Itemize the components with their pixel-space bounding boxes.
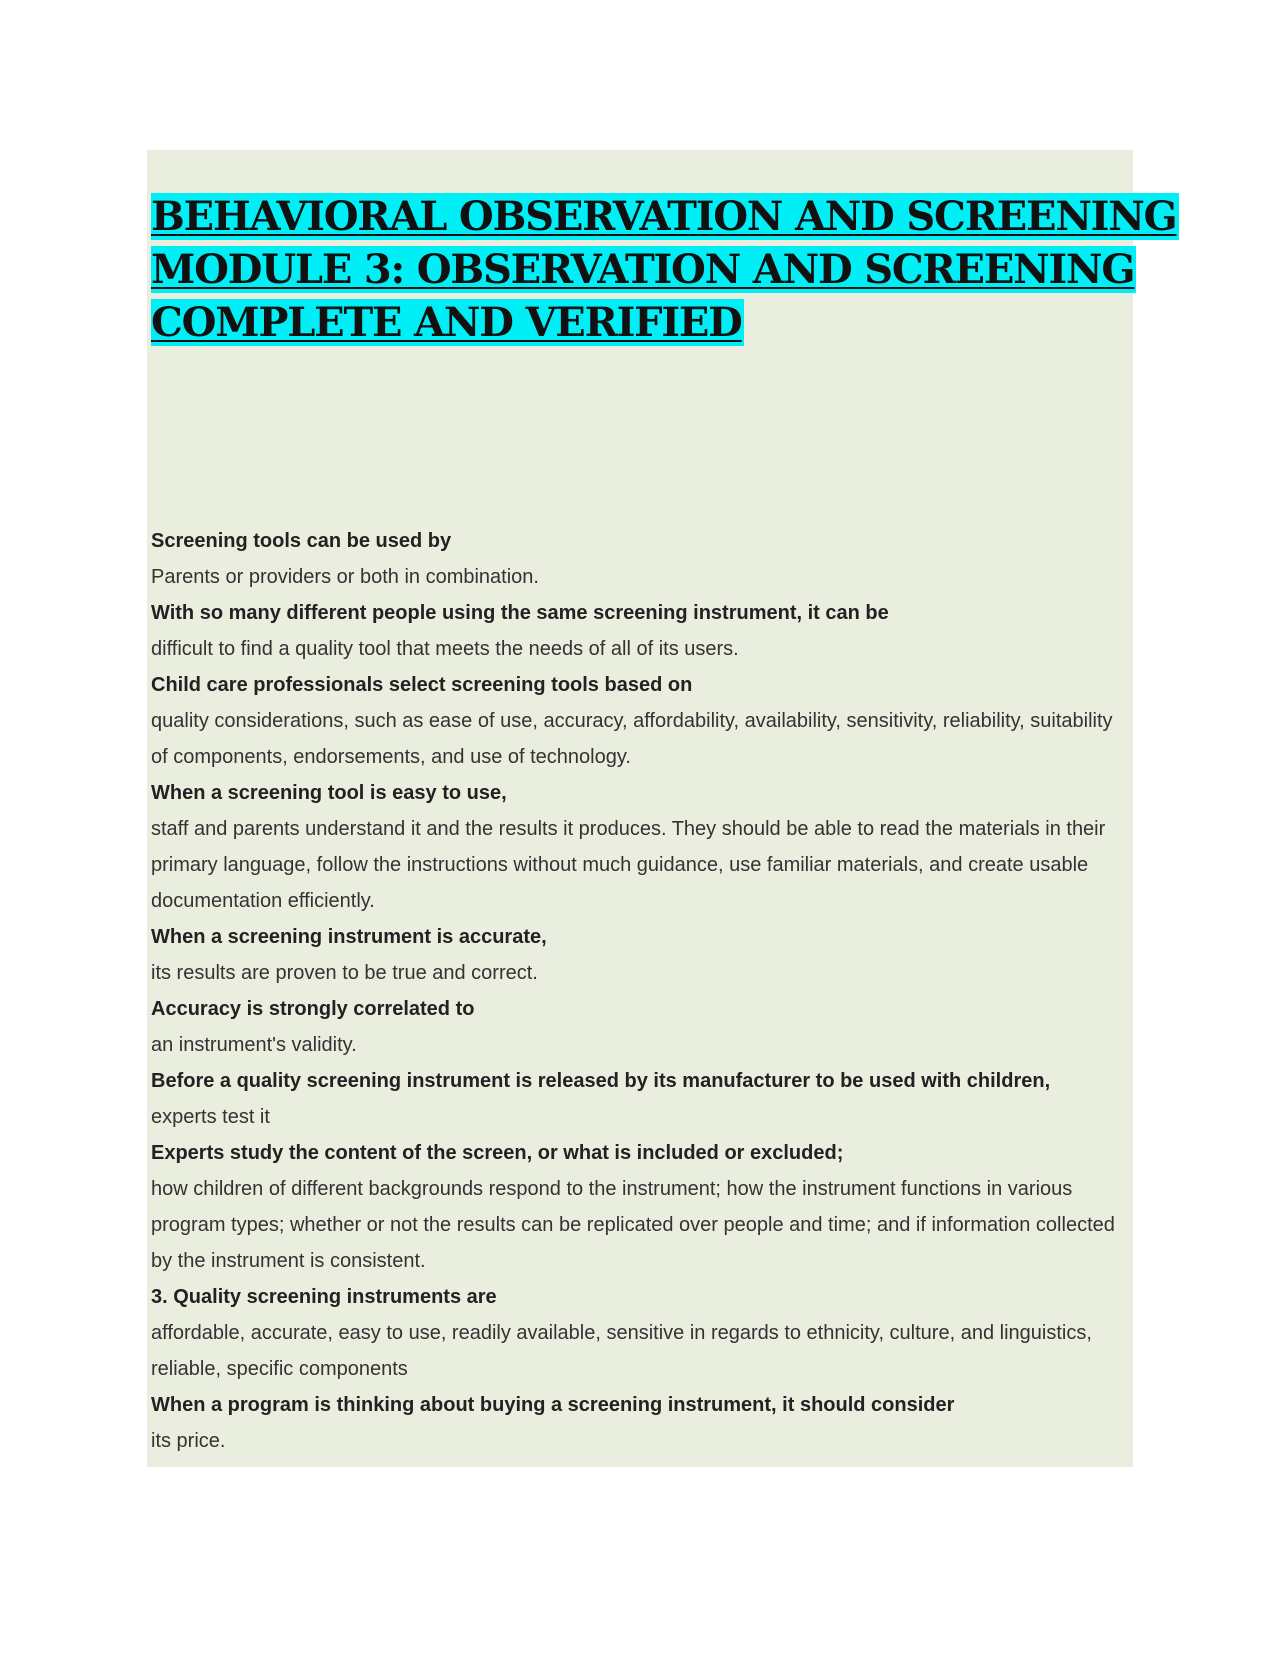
title-line-1: BEHAVIORAL OBSERVATION AND SCREENING <box>151 193 1177 240</box>
qa-item <box>151 775 1126 919</box>
answer-text: its results are proven to be true and correct. <box>151 962 538 984</box>
question-text: When a program is thinking about buying a screening instrument, it should consider <box>151 1394 955 1416</box>
answer-text: difficult to find a quality tool that meets the needs of all of its users. <box>151 638 739 660</box>
qa-item <box>151 667 1126 775</box>
question-text: Experts study the content of the screen, or what is included or excluded; <box>151 1142 844 1164</box>
document-title <box>151 190 1177 349</box>
answer-text: Parents or providers or both in combination. <box>151 566 539 588</box>
qa-item <box>151 523 1126 595</box>
question-text: 3. Quality screening instruments are <box>151 1286 497 1308</box>
title-line-2: MODULE 3: OBSERVATION AND SCREENING <box>151 246 1135 293</box>
question-text: Accuracy is strongly correlated to <box>151 998 475 1020</box>
question-text: With so many different people using the same screening instrument, it can be <box>151 602 889 624</box>
qa-item <box>151 1135 1126 1279</box>
qa-item <box>151 595 1126 667</box>
answer-text: how children of different backgrounds respond to the instrument; how the instrument functions in various program types; whether or not the results can be replicated over people and time; and if information collected by the instrument is consistent. <box>151 1178 1115 1272</box>
answer-text: experts test it <box>151 1106 270 1128</box>
qa-list <box>151 523 1126 1459</box>
answer-text: quality considerations, such as ease of use, accuracy, affordability, availability, sensitivity, reliability, suitability of components, endorsements, and use of technology. <box>151 710 1113 768</box>
answer-text: an instrument's validity. <box>151 1034 357 1056</box>
question-text: When a screening tool is easy to use, <box>151 782 507 804</box>
qa-item <box>151 1063 1126 1135</box>
answer-text: its price. <box>151 1430 226 1452</box>
qa-item <box>151 991 1126 1063</box>
answer-text: affordable, accurate, easy to use, readily available, sensitive in regards to ethnicity, culture, and linguistics, reliable, specific components <box>151 1322 1092 1380</box>
question-text: When a screening instrument is accurate, <box>151 926 547 948</box>
qa-item <box>151 919 1126 991</box>
answer-text: staff and parents understand it and the results it produces. They should be able to read the materials in their primary language, follow the instructions without much guidance, use familiar materials, and create usable documentation efficiently. <box>151 818 1106 912</box>
qa-item <box>151 1387 1126 1459</box>
question-text: Before a quality screening instrument is released by its manufacturer to be used with children, <box>151 1070 1051 1092</box>
question-text: Screening tools can be used by <box>151 530 452 552</box>
title-line-3: COMPLETE AND VERIFIED <box>151 299 742 346</box>
question-text: Child care professionals select screening tools based on <box>151 674 693 696</box>
qa-item <box>151 1279 1126 1387</box>
